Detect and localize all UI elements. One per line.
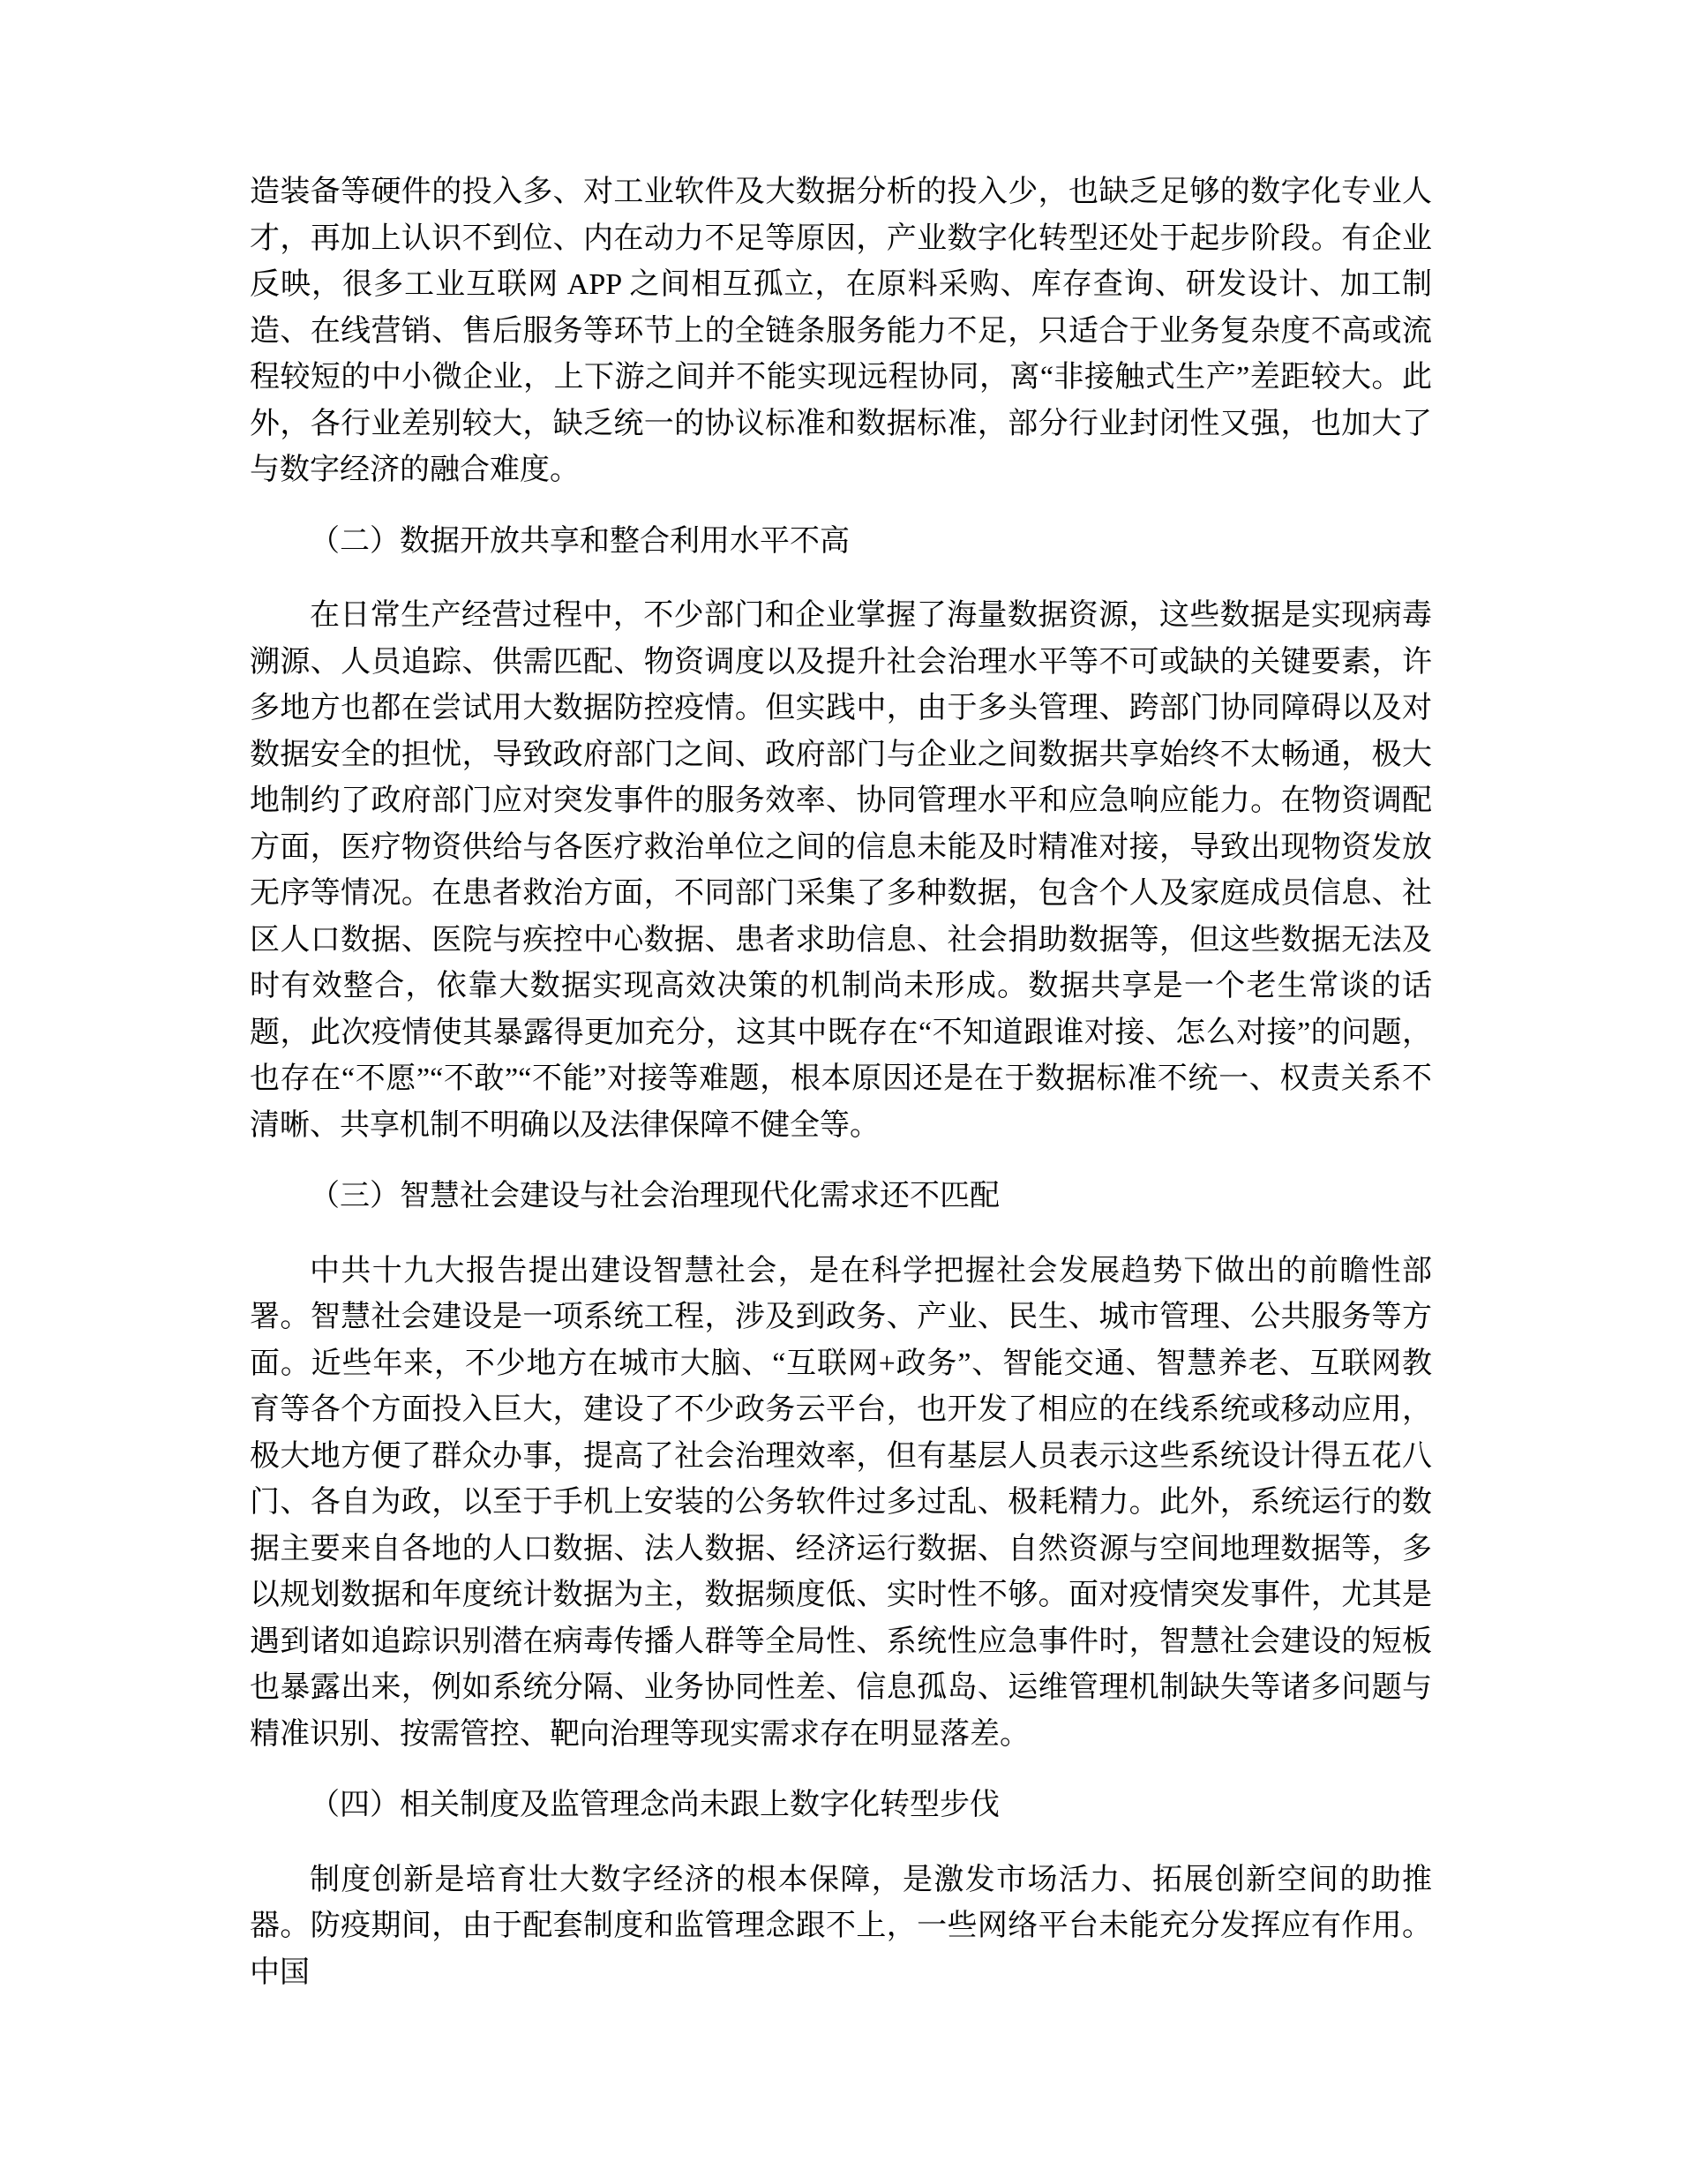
paragraph-smart-society-gaps: 中共十九大报告提出建设智慧社会，是在科学把握社会发展趋势下做出的前瞻性部署。智慧社会建设是一项系统工程，涉及到政务、产业、民生、城市管理、公共服务等方面。近些年来，不少地方在城市大脑、“互联网+政务”、智能交通、智慧养老、互联网教育等各个方面投入巨大，建设了不少政务云平台，也开发了相应的在线系统或移动应用，极大地方便了群众办事，提高了社会治理效率，但有基层人员表示这些系统设计得五花八门、各自为政，以至于手机上安装的公务软件过多过乱、极耗精力。此外，系统运行的数据主要来自各地的人口数据、法人数据、经济运行数据、自然资源与空间地理数据等，多以规划数据和年度统计数据为主，数据频度低、实时性不够。面对疫情突发事件，尤其是遇到诸如追踪识别潜在病毒传播人群等全局性、系统性应急事件时，智慧社会建设的短板也暴露出来，例如系统分隔、业务协同性差、信息孤岛、运维管理机制缺失等诸多问题与精准识别、按需管控、靶向治理等现实需求存在明显落差。 — [250, 1254, 1432, 1751]
paragraph-industry-digital-transform: 造装备等硬件的投入多、对工业软件及大数据分析的投入少，也缺乏足够的数字化专业人才，再加上认识不到位、内在动力不足等原因，产业数字化转型还处于起步阶段。有企业反映，很多工业互联网 APP 之间相互孤立，在原料采购、库存查询、研发设计、加工制造、在线营销、售后服务等环节上的全链条服务能力不足，只适合于业务复杂度不高或流程较短的中小微企业，上下游之间并不能实现远程协同，离“非接触式生产”差距较大。此外，各行业差别较大，缺乏统一的协议标准和数据标准，部分行业封闭性又强，也加大了与数字经济的融合难度。 — [250, 176, 1432, 486]
section-heading-3-smart-society: （三）智慧社会建设与社会治理现代化需求还不匹配 — [310, 1180, 1000, 1212]
section-heading-4-regulation: （四）相关制度及监管理念尚未跟上数字化转型步伐 — [310, 1789, 1000, 1821]
section-heading-2-data-sharing: （二）数据开放共享和整合利用水平不高 — [310, 524, 850, 558]
paragraph-data-sharing-issues: 在日常生产经营过程中，不少部门和企业掌握了海量数据资源，这些数据是实现病毒溯源、人员追踪、供需匹配、物资调度以及提升社会治理水平等不可或缺的关键要素，许多地方也都在尝试用大数据防控疫情。但实践中，由于多头管理、跨部门协同障碍以及对数据安全的担忧，导致政府部门之间、政府部门与企业之间数据共享始终不太畅通，极大地制约了政府部门应对突发事件的服务效率、协同管理水平和应急响应能力。在物资调配方面，医疗物资供给与各医疗救治单位之间的信息未能及时精准对接，导致出现物资发放无序等情况。在患者救治方面，不同部门采集了多种数据，包含个人及家庭成员信息、社区人口数据、医院与疾控中心数据、患者求助信息、社会捐助数据等，但这些数据无法及时有效整合，依靠大数据实现高效决策的机制尚未形成。数据共享是一个老生常谈的话题，此次疫情使其暴露得更加充分，这其中既存在“不知道跟谁对接、怎么对接”的问题，也存在“不愿”“不敢”“不能”对接等难题，根本原因还是在于数据标准不统一、权责关系不清晰、共享机制不明确以及法律保障不健全等。 — [250, 599, 1432, 1142]
paragraph-institutional-innovation: 制度创新是培育壮大数字经济的根本保障，是激发市场活力、拓展创新空间的助推器。防疫期间，由于配套制度和监管理念跟不上，一些网络平台未能充分发挥应有作用。中国 — [250, 1863, 1432, 1989]
